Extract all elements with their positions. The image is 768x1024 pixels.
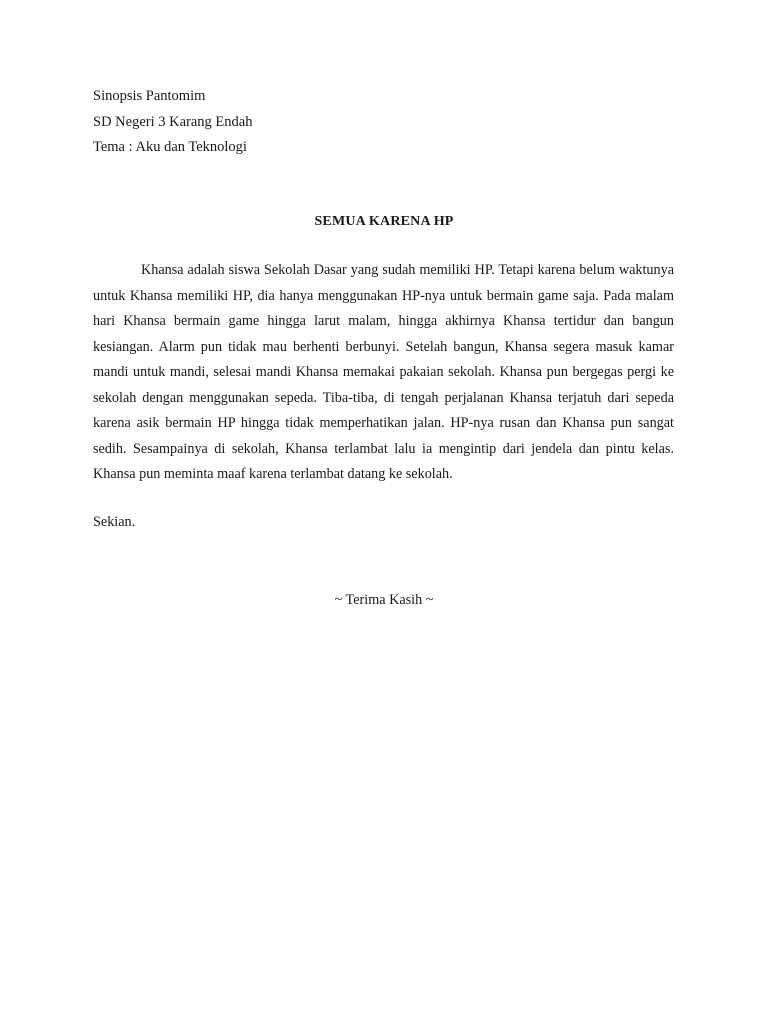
header-theme: Tema : Aku dan Teknologi [93,139,247,155]
thanks-text: ~ Terima Kasih ~ [334,592,434,608]
closing-text: Sekian. [93,514,136,530]
document-header [93,84,252,161]
story-title: SEMUA KARENA HP [314,214,454,229]
header-school-name: SD Negeri 3 Karang Endah [93,113,253,130]
header-synopsis-label: Sinopsis Pantomim [93,88,206,104]
story-paragraph: Khansa adalah siswa Sekolah Dasar yang sudah memiliki HP. Tetapi karena belum waktunya untuk Khansa memiliki HP, dia hanya menggunakan HP-nya untuk bermain game saja. Pada malam hari Khansa bermain game hingga larut malam, hingga akhirnya Khansa tertidur dan bangun kesiangan. Alarm pun tidak mau berhenti berbunyi. Setelah bangun, Khansa segera masuk kamar mandi untuk mandi, selesai mandi Khansa memakai pakaian sekolah. Khansa pun bergegas pergi ke sekolah dengan menggunakan sepeda. Tiba-tiba, di tengah perjalanan Khansa terjatuh dari sepeda karena asik bermain HP hingga tidak memperhatikan jalan. HP-nya rusan dan Khansa pun sangat sedih. Sesampainya di sekolah, Khansa terlambat lalu ia mengintip dari jendela dan pintu kelas. Khansa pun meminta maaf karena terlambat datang ke sekolah. [93,262,674,482]
